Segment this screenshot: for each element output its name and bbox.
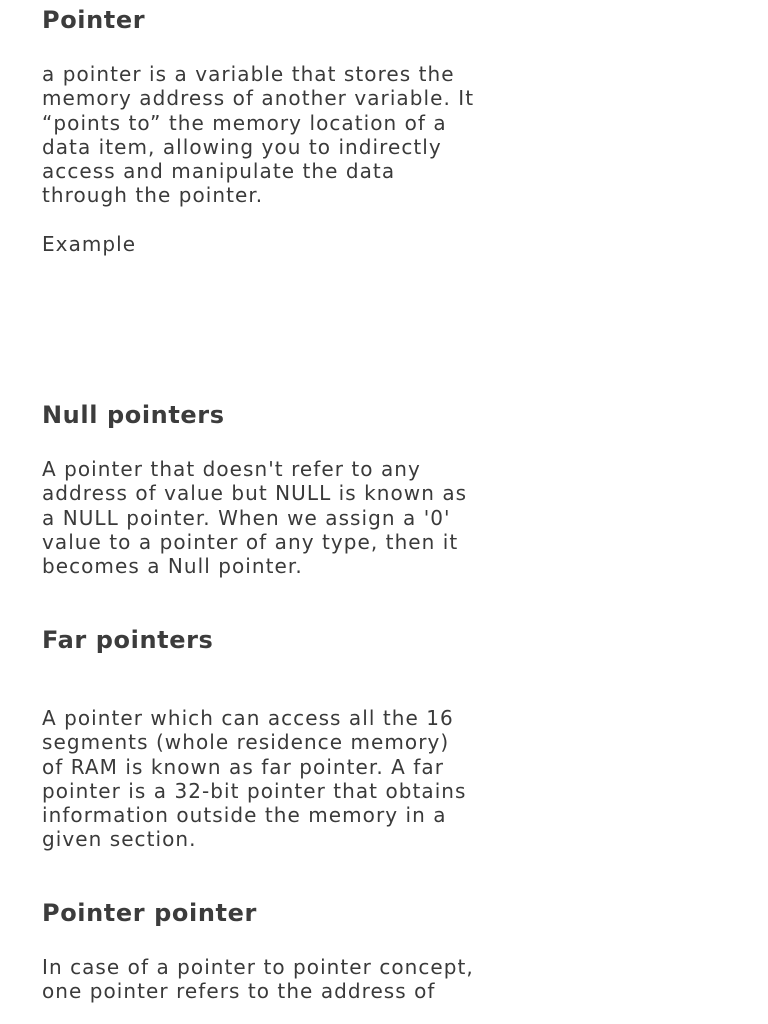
section-text-pointer-pointer	[42, 955, 474, 1004]
text-line: through the pointer.	[42, 183, 264, 208]
text-line: access and manipulate the data	[42, 159, 396, 184]
section-title-null-pointers: Null pointers	[42, 401, 225, 429]
text-line: “points to” the memory location of a	[42, 110, 447, 135]
text-line: A pointer that doesn't refer to any	[42, 457, 421, 481]
text-line: a NULL pointer. When we assign a '0'	[42, 505, 451, 530]
text-line: In case of a pointer to pointer concept,	[42, 955, 474, 979]
text-line: given section.	[42, 827, 197, 852]
text-line: of RAM is known as far pointer. A far	[42, 754, 444, 779]
section-title-pointer: Pointer	[42, 6, 146, 34]
section-text-far-pointers	[42, 706, 467, 852]
text-line: a pointer is a variable that stores the	[42, 62, 455, 86]
section-text-null-pointers	[42, 457, 467, 578]
text-line: value to a pointer of any type, then it	[42, 529, 459, 554]
section-text-pointer	[42, 62, 474, 208]
example-label: Example	[42, 232, 137, 256]
text-line: pointer is a 32-bit pointer that obtains	[42, 778, 467, 803]
text-line: becomes a Null pointer.	[42, 554, 303, 579]
text-line: segments (whole residence memory)	[42, 730, 450, 755]
text-line: information outside the memory in a	[42, 803, 447, 828]
text-line: address of value but NULL is known as	[42, 481, 468, 506]
text-line: one pointer refers to the address of	[42, 979, 436, 1004]
text-line: A pointer which can access all the 16	[42, 706, 454, 730]
section-title-far-pointers: Far pointers	[42, 626, 214, 654]
section-title-pointer-pointer: Pointer pointer	[42, 899, 257, 927]
text-line: memory address of another variable. It	[42, 86, 475, 111]
text-line: data item, allowing you to indirectly	[42, 134, 442, 159]
